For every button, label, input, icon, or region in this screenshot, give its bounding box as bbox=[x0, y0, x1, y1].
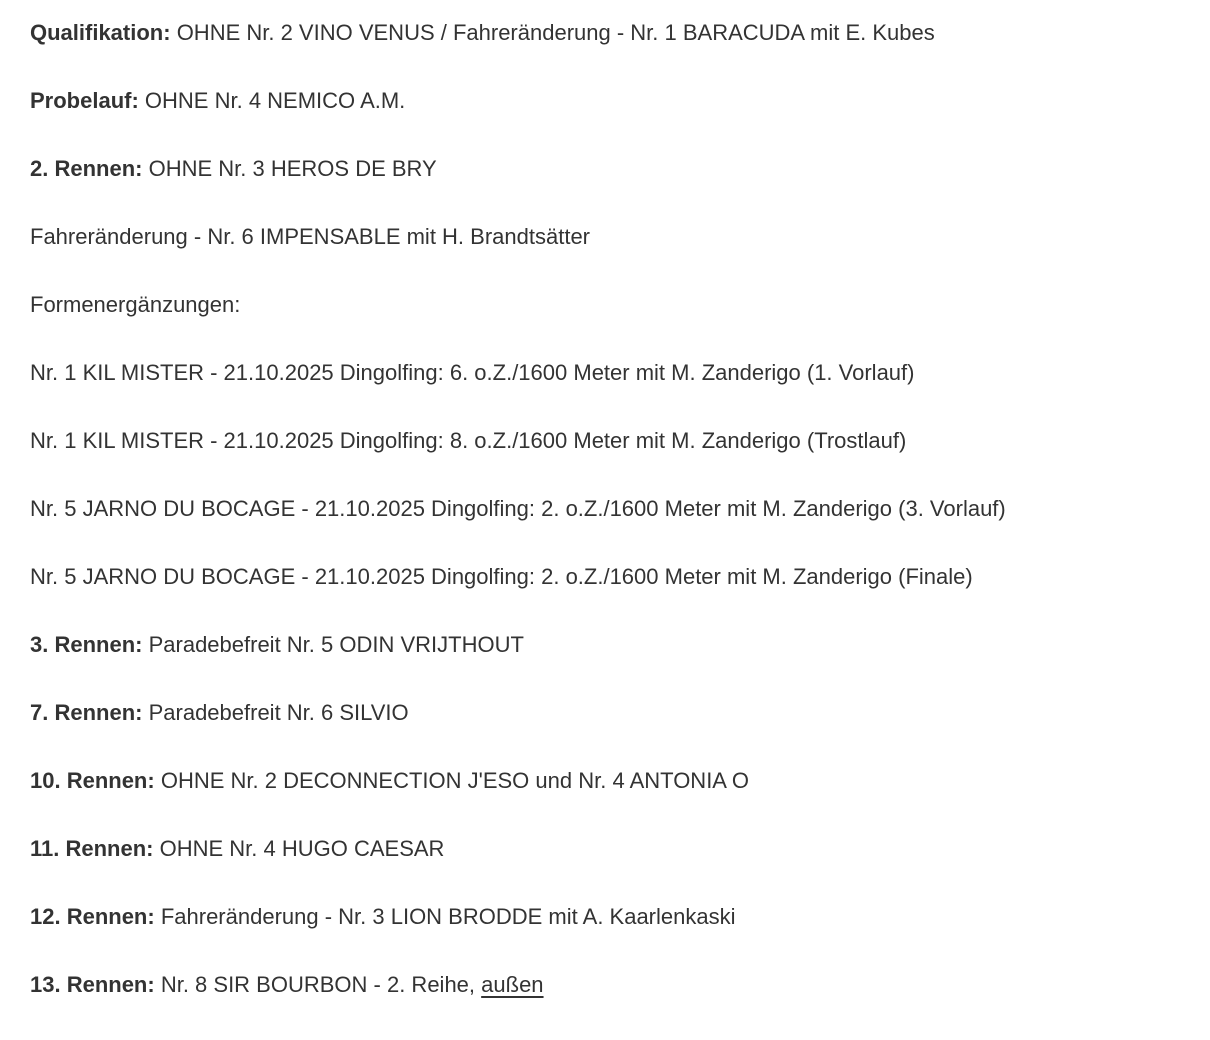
race-note-rennen-12 bbox=[30, 902, 1198, 932]
race-note-label: 3. Rennen: bbox=[30, 632, 143, 657]
race-note-label: 11. Rennen: bbox=[30, 836, 154, 861]
race-note-rennen-2 bbox=[30, 154, 1198, 184]
race-note-rennen-7 bbox=[30, 698, 1198, 728]
race-note-probelauf bbox=[30, 86, 1198, 116]
race-note-text: OHNE Nr. 3 HEROS DE BRY bbox=[148, 156, 437, 181]
race-note-text: Paradebefreit Nr. 5 ODIN VRIJTHOUT bbox=[148, 632, 524, 657]
race-note-label: 10. Rennen: bbox=[30, 768, 155, 793]
race-note-text: OHNE Nr. 2 DECONNECTION J'ESO und Nr. 4 ANTONIA O bbox=[160, 768, 749, 793]
race-note-text: OHNE Nr. 4 HUGO CAESAR bbox=[159, 836, 445, 861]
form-supplement-line bbox=[30, 358, 1198, 388]
underlined-text-aussen: außen bbox=[481, 972, 544, 997]
race-note-fahreraenderung bbox=[30, 222, 1198, 252]
race-note-text: Paradebefreit Nr. 6 SILVIO bbox=[148, 700, 409, 725]
race-note-formenergaenzungen-heading bbox=[30, 290, 1198, 320]
race-note-label: 2. Rennen: bbox=[30, 156, 143, 181]
race-note-rennen-10 bbox=[30, 766, 1198, 796]
race-note-text: Fahreränderung - Nr. 3 LION BRODDE mit A. Kaarlenkaski bbox=[160, 904, 736, 929]
race-note-label: 7. Rennen: bbox=[30, 700, 143, 725]
form-supplement-line bbox=[30, 562, 1198, 592]
race-note-text: Formenergänzungen: bbox=[30, 292, 241, 317]
race-note-qualifikation bbox=[30, 18, 1198, 48]
race-note-text: Nr. 5 JARNO DU BOCAGE - 21.10.2025 Dingolfing: 2. o.Z./1600 Meter mit M. Zanderigo (Finale) bbox=[30, 564, 973, 589]
race-note-text: Nr. 8 SIR BOURBON - 2. Reihe, bbox=[160, 972, 476, 997]
race-note-text: Nr. 1 KIL MISTER - 21.10.2025 Dingolfing: 6. o.Z./1600 Meter mit M. Zanderigo (1. Vorlauf) bbox=[30, 360, 915, 385]
race-note-text: Fahreränderung - Nr. 6 IMPENSABLE mit H. Brandtsätter bbox=[30, 224, 591, 249]
form-supplement-line bbox=[30, 494, 1198, 524]
race-note-label: Probelauf: bbox=[30, 88, 139, 113]
form-supplement-line bbox=[30, 426, 1198, 456]
race-note-text: OHNE Nr. 2 VINO VENUS / Fahreränderung - Nr. 1 BARACUDA mit E. Kubes bbox=[176, 20, 935, 45]
race-note-text: Nr. 5 JARNO DU BOCAGE - 21.10.2025 Dingolfing: 2. o.Z./1600 Meter mit M. Zanderigo (3. Vorlauf) bbox=[30, 496, 1006, 521]
race-note-label: 12. Rennen: bbox=[30, 904, 155, 929]
race-note-text: OHNE Nr. 4 NEMICO A.M. bbox=[144, 88, 406, 113]
race-note-rennen-13 bbox=[30, 970, 1198, 1000]
race-note-rennen-3 bbox=[30, 630, 1198, 660]
race-note-label: 13. Rennen: bbox=[30, 972, 155, 997]
race-note-text: Nr. 1 KIL MISTER - 21.10.2025 Dingolfing: 8. o.Z./1600 Meter mit M. Zanderigo (Trostlauf) bbox=[30, 428, 907, 453]
race-note-label: Qualifikation: bbox=[30, 20, 171, 45]
race-note-rennen-11 bbox=[30, 834, 1198, 864]
